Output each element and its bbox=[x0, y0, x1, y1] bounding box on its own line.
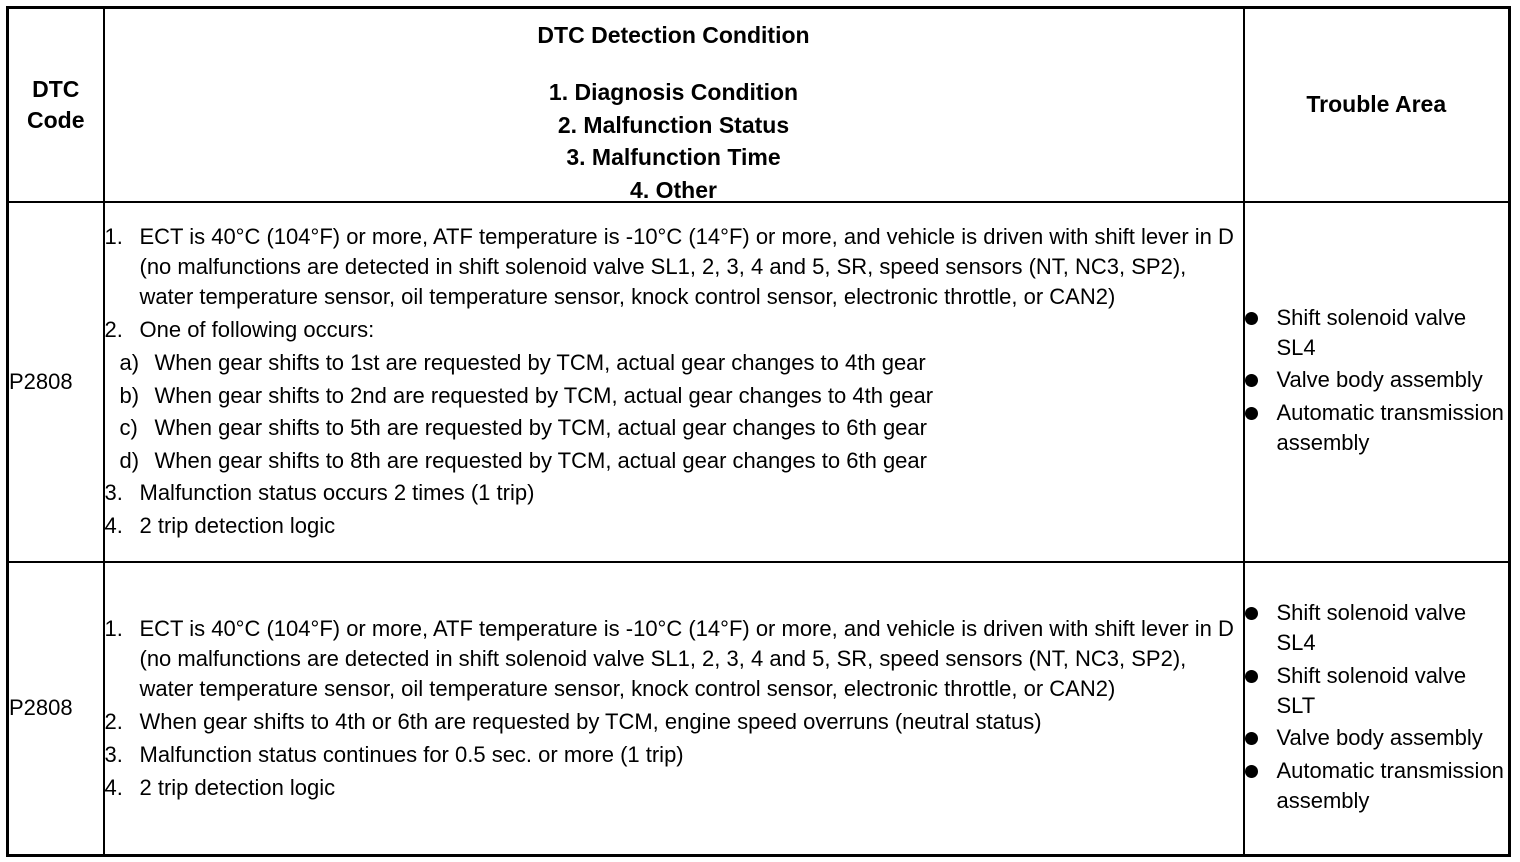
condition-item bbox=[105, 478, 1243, 508]
table-row bbox=[8, 562, 1510, 856]
subcondition-letter: b) bbox=[119, 382, 140, 408]
condition-text: When gear shifts to 4th or 6th are requested by TCM, engine speed overruns (neutral status) bbox=[139, 708, 1042, 734]
subcondition-text: When gear shifts to 1st are requested by TCM, actual gear changes to 4th gear bbox=[154, 350, 926, 375]
header-condition-item: 3. Malfunction Time bbox=[566, 144, 781, 170]
subcondition-item bbox=[120, 381, 1243, 411]
condition-text: One of following occurs: bbox=[139, 317, 375, 342]
bullet-icon bbox=[1245, 365, 1277, 395]
subcondition-letter: c) bbox=[119, 415, 138, 440]
bullet-icon bbox=[1245, 398, 1277, 458]
header-condition-item: 1. Diagnosis Condition bbox=[548, 79, 799, 105]
header-code-line1: DTC bbox=[32, 75, 80, 102]
condition-list bbox=[105, 222, 1243, 541]
condition-text: 2 trip detection logic bbox=[139, 774, 336, 800]
condition-item bbox=[105, 740, 1243, 770]
condition-text: Malfunction status occurs 2 times (1 trip) bbox=[139, 480, 535, 505]
header-dtc-code bbox=[8, 8, 104, 202]
condition-item bbox=[105, 773, 1243, 803]
header-detection-condition bbox=[104, 8, 1244, 202]
dtc-code-cell: P2808 bbox=[8, 202, 104, 562]
bullet-icon bbox=[1245, 598, 1277, 658]
header-condition-title: DTC Detection Condition bbox=[537, 22, 810, 48]
subcondition-letter: a) bbox=[119, 350, 140, 375]
bullet-icon bbox=[1245, 723, 1277, 753]
trouble-area-cell bbox=[1244, 562, 1510, 856]
table-row bbox=[8, 202, 1510, 562]
condition-number: 4. bbox=[104, 513, 123, 538]
header-trouble-area: Trouble Area bbox=[1244, 8, 1510, 202]
trouble-area-item bbox=[1245, 398, 1509, 458]
condition-number: 1. bbox=[104, 224, 123, 249]
condition-item bbox=[105, 315, 1243, 345]
condition-item bbox=[105, 707, 1243, 737]
trouble-area-item bbox=[1245, 723, 1509, 753]
header-condition-item: 2. Malfunction Status bbox=[557, 111, 790, 138]
trouble-area-text: Automatic transmission assembly bbox=[1276, 757, 1504, 813]
bullet-icon bbox=[1245, 303, 1277, 363]
trouble-area-item bbox=[1245, 303, 1509, 363]
trouble-area-list bbox=[1245, 598, 1509, 816]
dtc-code-cell: P2808 bbox=[8, 562, 104, 856]
condition-number: 3. bbox=[104, 480, 123, 505]
header-row bbox=[8, 8, 1510, 202]
condition-number: 2. bbox=[104, 317, 123, 342]
condition-text: ECT is 40°C (104°F) or more, ATF temperature is -10°C (14°F) or more, and vehicle is driven with shift lever in D (no malfunctions are detected in shift solenoid valve SL1, 2, 3, 4 and 5, SR, speed sensors (NT, NC3, SP2), water temperature sensor, oil temperature sensor, knock control sensor, electronic throttle, or CAN2) bbox=[139, 615, 1234, 701]
trouble-area-text: Valve body assembly bbox=[1276, 725, 1483, 751]
trouble-area-text: Valve body assembly bbox=[1276, 367, 1483, 393]
subcondition-text: When gear shifts to 2nd are requested by TCM, actual gear changes to 4th gear bbox=[154, 382, 934, 408]
trouble-area-text: Shift solenoid valve SL4 bbox=[1276, 304, 1467, 360]
condition-text: Malfunction status continues for 0.5 sec. or more (1 trip) bbox=[139, 741, 684, 767]
subcondition-list bbox=[105, 348, 1243, 476]
detection-condition-cell bbox=[104, 202, 1244, 562]
trouble-area-cell bbox=[1244, 202, 1510, 562]
condition-item bbox=[105, 614, 1243, 704]
trouble-area-item bbox=[1245, 365, 1509, 395]
condition-item bbox=[105, 511, 1243, 541]
trouble-area-item bbox=[1245, 661, 1509, 721]
condition-number: 4. bbox=[104, 774, 123, 800]
header-condition-items bbox=[105, 76, 1243, 206]
subcondition-item bbox=[120, 348, 1243, 378]
trouble-area-item bbox=[1245, 756, 1509, 816]
header-condition-item: 4. Other bbox=[630, 176, 717, 203]
condition-text: ECT is 40°C (104°F) or more, ATF temperature is -10°C (14°F) or more, and vehicle is driven with shift lever in D (no malfunctions are detected in shift solenoid valve SL1, 2, 3, 4 and 5, SR, speed sensors (NT, NC3, SP2), water temperature sensor, oil temperature sensor, knock control sensor, electronic throttle, or CAN2) bbox=[139, 224, 1234, 309]
trouble-area-text: Shift solenoid valve SL4 bbox=[1276, 600, 1467, 656]
condition-number: 1. bbox=[104, 615, 123, 641]
trouble-area-item bbox=[1245, 598, 1509, 658]
condition-number: 2. bbox=[104, 708, 123, 734]
condition-list bbox=[105, 614, 1243, 803]
subcondition-item bbox=[120, 446, 1243, 476]
trouble-area-list bbox=[1245, 303, 1509, 458]
bullet-icon bbox=[1245, 661, 1277, 721]
subcondition-text: When gear shifts to 8th are requested by TCM, actual gear changes to 6th gear bbox=[154, 447, 927, 473]
subcondition-letter: d) bbox=[119, 447, 140, 473]
subcondition-item bbox=[120, 413, 1243, 443]
trouble-area-text: Shift solenoid valve SLT bbox=[1276, 662, 1467, 718]
condition-number: 3. bbox=[104, 741, 123, 767]
condition-item bbox=[105, 222, 1243, 312]
dtc-table bbox=[6, 6, 1511, 857]
subcondition-text: When gear shifts to 5th are requested by TCM, actual gear changes to 6th gear bbox=[154, 415, 927, 440]
detection-condition-cell bbox=[104, 562, 1244, 856]
header-code-line2: Code bbox=[27, 106, 85, 133]
condition-text: 2 trip detection logic bbox=[139, 513, 336, 538]
trouble-area-text: Automatic transmission assembly bbox=[1276, 399, 1504, 455]
bullet-icon bbox=[1245, 756, 1277, 816]
